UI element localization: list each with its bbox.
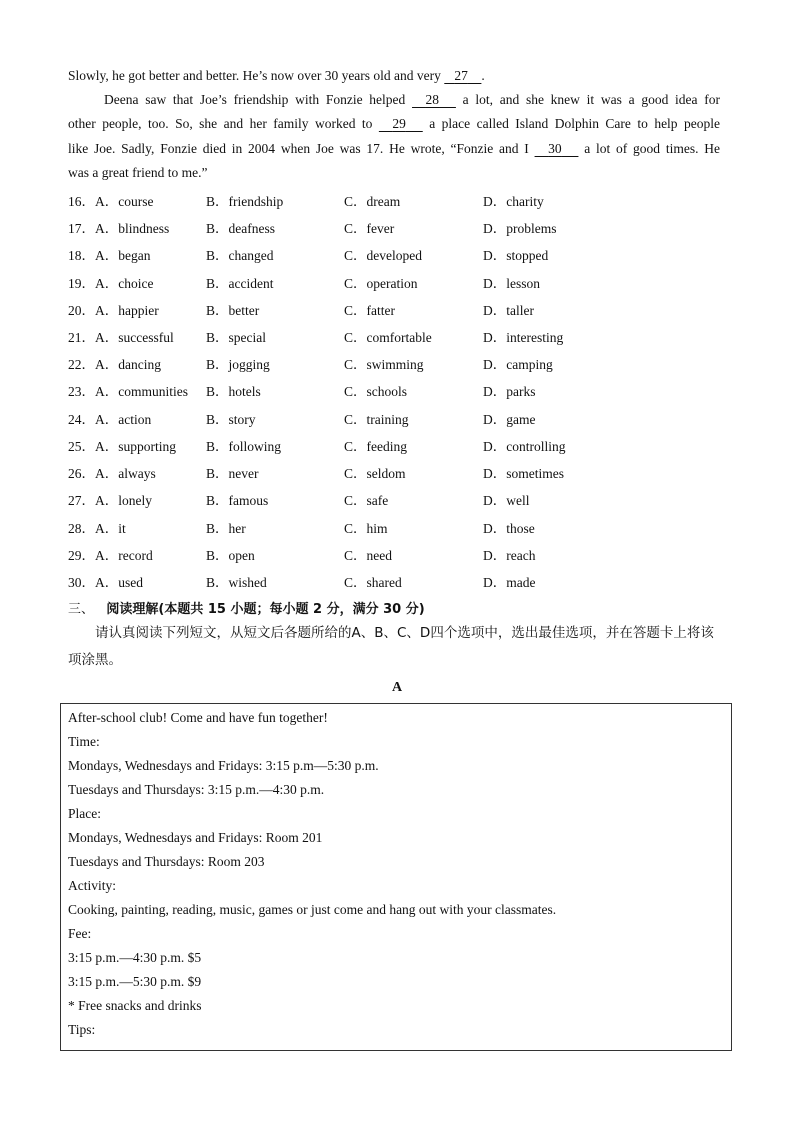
question-row: 23．A．communities B．hotels C．schools D．parks <box>68 384 536 399</box>
box-line: Tips: <box>68 1022 96 1037</box>
box-line: Time: <box>68 734 100 749</box>
question-row: 22．A．dancing B．jogging C．swimming D．camping <box>68 357 553 372</box>
question-row: 20．A．happier B．better C．fatter D．taller <box>68 303 534 318</box>
box-line: 3:15 p.m.—4:30 p.m. $5 <box>68 950 202 965</box>
question-row: 27．A．lonely B．famous C．safe D．well <box>68 493 530 508</box>
box-line: After-school club! Come and have fun together! <box>68 710 328 725</box>
answer-blank-29: 29 <box>392 116 406 131</box>
passage-line-2: Deena saw that Joe’s friendship with Fonzie helped 28 a lot, and she knew it was a good idea for <box>104 92 721 107</box>
question-row: 29．A．record B．open C．need D．reach <box>68 548 536 563</box>
section-heading: 三、 阅读理解(本题共 15 小题；每小题 2 分，满分 30 分) <box>68 602 425 617</box>
box-line: Cooking, painting, reading, music, games or just come and hang out with your classmates. <box>68 902 557 917</box>
passage-line-4: like Joe. Sadly, Fonzie died in 2004 when Joe was 17. He wrote, “Fonzie and I 30 a lot of good times. He <box>68 141 720 156</box>
instruction-text: 请认真阅读下列短文，从短文后各题所给的A、B、C、D四个选项中，选出最佳选项，并在答题卡上将该项涂黑。 <box>68 625 714 668</box>
question-row: 25．A．supporting B．following C．feeding D．controlling <box>68 439 566 454</box>
question-row: 26．A．always B．never C．seldom D．sometimes <box>68 466 564 481</box>
box-line: Activity: <box>68 878 116 893</box>
passage-line-5: was a great friend to me.” <box>68 165 208 180</box>
question-row: 21．A．successful B．special C．comfortable D．interesting <box>68 330 564 345</box>
answer-blank-27: 27 <box>454 68 468 83</box>
passage-line-1: Slowly, he got better and better. He’s now over 30 years old and very 27 . <box>68 68 485 83</box>
box-line: Place: <box>68 806 101 821</box>
question-row: 19．A．choice B．accident C．operation D．lesson <box>68 276 540 291</box>
box-line: * Free snacks and drinks <box>68 998 202 1013</box>
box-line: Fee: <box>68 926 92 941</box>
box-line: 3:15 p.m.—5:30 p.m. $9 <box>68 974 202 989</box>
part-label: A <box>391 680 403 695</box>
box-line: Tuesdays and Thursdays: Room 203 <box>68 854 265 869</box>
box-line: Mondays, Wednesdays and Fridays: Room 201 <box>68 830 323 845</box>
passage-line-3: other people, too. So, she and her family worked to 29 a place called Island Dolphin Care to help people <box>68 116 721 131</box>
question-row: 18．A．began B．changed C．developed D．stopped <box>68 248 549 263</box>
answer-blank-28: 28 <box>425 92 440 107</box>
question-row: 28．A．it B．her C．him D．those <box>68 521 535 536</box>
box-line: Tuesdays and Thursdays: 3:15 p.m.—4:30 p.m. <box>68 782 325 797</box>
question-row: 30．A．used B．wished C．shared D．made <box>68 575 536 590</box>
answer-blank-30: 30 <box>548 141 562 156</box>
question-row: 17．A．blindness B．deafness C．fever D．problems <box>68 221 557 236</box>
box-line: Mondays, Wednesdays and Fridays: 3:15 p.m—5:30 p.m. <box>68 758 379 773</box>
club-info-box <box>60 703 732 1051</box>
question-row: 16．A．course B．friendship C．dream D．charity <box>68 194 544 209</box>
question-row: 24．A．action B．story C．training D．game <box>68 412 536 427</box>
passage-text: Slowly, he got better and better. He’s now over 30 years old and very <box>68 68 445 83</box>
